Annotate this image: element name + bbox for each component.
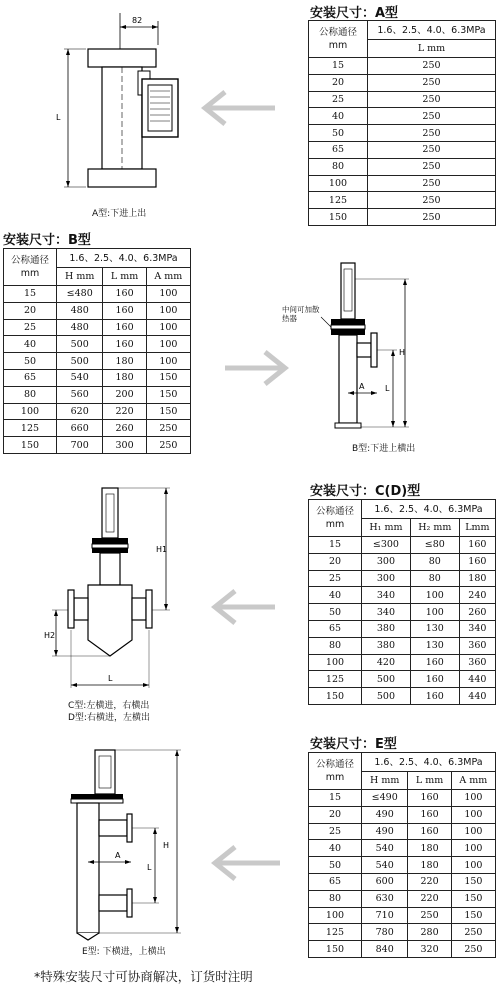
dim-82-label: 82 — [132, 16, 143, 25]
table-row — [309, 58, 496, 75]
dimension-cell: 540 — [362, 857, 408, 874]
dimension-cell: 150 — [451, 890, 495, 907]
dimension-cell: 180 — [459, 570, 495, 587]
dimension-cell: 80 — [410, 553, 459, 570]
table-a — [308, 20, 496, 226]
column-header: H₁ mm — [362, 519, 411, 537]
table-row — [309, 857, 496, 874]
dimension-cell: 100 — [146, 353, 190, 370]
column-header: A mm — [146, 268, 190, 286]
dimension-cell: 220 — [408, 890, 451, 907]
dimension-cell: 160 — [408, 823, 451, 840]
column-header: Lmm — [459, 519, 495, 537]
dimension-cell: 320 — [408, 941, 451, 958]
dimension-cell: 180 — [103, 353, 146, 370]
dimension-cell: 560 — [57, 386, 103, 403]
table-cd — [308, 499, 496, 705]
nominal-diameter-cell: 150 — [309, 941, 362, 958]
dimension-cell: 250 — [368, 108, 496, 125]
pressure-rating-header: 1.6、2.5、4.0、6.3MPa — [362, 500, 496, 519]
dimension-cell: 250 — [368, 141, 496, 158]
dimension-cell: 160 — [459, 553, 495, 570]
dimension-cell: 480 — [57, 302, 103, 319]
table-row — [309, 158, 496, 175]
dimension-cell: 160 — [459, 537, 495, 554]
dimension-cell: 100 — [146, 336, 190, 353]
dim-h2-label: H2 — [44, 631, 56, 640]
dimension-cell: 380 — [362, 637, 411, 654]
dimension-cell: 250 — [368, 91, 496, 108]
table-row — [309, 604, 496, 621]
dimension-cell: 180 — [408, 857, 451, 874]
table-row — [309, 175, 496, 192]
dimension-cell: 340 — [362, 604, 411, 621]
dimension-cell: 500 — [57, 336, 103, 353]
dimension-cell: 340 — [459, 620, 495, 637]
table-a-title: 安装尺寸：A型 — [310, 6, 399, 21]
table-row — [309, 537, 496, 554]
dimension-cell: 360 — [459, 654, 495, 671]
dimension-cell: 840 — [362, 941, 408, 958]
dimension-cell: 490 — [362, 806, 408, 823]
dimension-cell: 100 — [146, 286, 190, 303]
table-e — [308, 752, 496, 958]
drawing-cd — [40, 480, 180, 700]
dimension-cell: 220 — [408, 873, 451, 890]
table-row — [309, 688, 496, 705]
nominal-diameter-cell: 40 — [309, 587, 362, 604]
dimension-cell: 260 — [103, 420, 146, 437]
dimension-cell: 490 — [362, 823, 408, 840]
nominal-diameter-cell: 125 — [4, 420, 57, 437]
nominal-diameter-cell: 65 — [309, 141, 368, 158]
dimension-cell: 600 — [362, 873, 408, 890]
dimension-cell: 440 — [459, 671, 495, 688]
dimension-cell: 340 — [362, 587, 411, 604]
dim-h-label-b: H — [399, 348, 406, 357]
table-row — [4, 336, 191, 353]
column-header: L mm — [368, 40, 496, 58]
dimension-cell: 250 — [368, 175, 496, 192]
nominal-diameter-cell: 80 — [4, 386, 57, 403]
nominal-diameter-cell: 20 — [309, 553, 362, 570]
dimension-cell: 160 — [103, 286, 146, 303]
nominal-diameter-header: 公称通径 mm — [309, 21, 368, 58]
nominal-diameter-cell: 150 — [309, 688, 362, 705]
dimension-cell: 180 — [103, 369, 146, 386]
footnote: *特殊安装尺寸可协商解决，订货时注明 — [34, 969, 253, 984]
dimension-cell: 150 — [451, 873, 495, 890]
left-arrow-icon — [205, 587, 275, 627]
nominal-diameter-header: 公称通径 mm — [4, 249, 57, 286]
nominal-diameter-cell: 15 — [309, 790, 362, 807]
dimension-cell: 630 — [362, 890, 408, 907]
caption-b: B型:下进上横出 — [352, 444, 416, 454]
dim-a-label-b: A — [359, 382, 365, 391]
drawing-a — [50, 5, 190, 220]
dimension-cell: 100 — [146, 319, 190, 336]
nominal-diameter-cell: 15 — [309, 537, 362, 554]
nominal-diameter-header: 公称通径 mm — [309, 753, 362, 790]
column-header: H₂ mm — [410, 519, 459, 537]
nominal-diameter-cell: 20 — [4, 302, 57, 319]
dimension-cell: 160 — [103, 302, 146, 319]
table-row — [309, 840, 496, 857]
dimension-cell: 500 — [57, 353, 103, 370]
dimension-cell: ≤300 — [362, 537, 411, 554]
table-row — [309, 890, 496, 907]
dimension-cell: 700 — [57, 437, 103, 454]
dimension-cell: 480 — [57, 319, 103, 336]
table-row — [4, 403, 191, 420]
table-row — [309, 91, 496, 108]
table-row — [4, 319, 191, 336]
nominal-diameter-cell: 15 — [309, 58, 368, 75]
nominal-diameter-cell: 25 — [309, 570, 362, 587]
table-row — [4, 437, 191, 454]
nominal-diameter-cell: 40 — [309, 108, 368, 125]
table-row — [309, 790, 496, 807]
caption-c: C型:左横进，右横出 — [68, 701, 150, 711]
dimension-cell: 100 — [146, 302, 190, 319]
dimension-cell: 100 — [451, 790, 495, 807]
dimension-cell: 420 — [362, 654, 411, 671]
table-row — [309, 209, 496, 226]
table-row — [309, 553, 496, 570]
dimension-cell: 130 — [410, 620, 459, 637]
nominal-diameter-cell: 100 — [4, 403, 57, 420]
table-row — [4, 353, 191, 370]
table-row — [309, 125, 496, 142]
table-row — [4, 302, 191, 319]
dimension-cell: 300 — [103, 437, 146, 454]
dimension-cell: 250 — [368, 74, 496, 91]
dimension-cell: 160 — [103, 319, 146, 336]
nominal-diameter-cell: 50 — [309, 125, 368, 142]
table-row — [309, 654, 496, 671]
dimension-cell: 220 — [103, 403, 146, 420]
dim-l-label-b: L — [385, 384, 390, 393]
dimension-cell: 250 — [368, 58, 496, 75]
dimension-cell: 780 — [362, 924, 408, 941]
nominal-diameter-cell: 15 — [4, 286, 57, 303]
table-row — [309, 873, 496, 890]
dimension-cell: 500 — [362, 688, 411, 705]
table-row — [309, 620, 496, 637]
table-row — [309, 570, 496, 587]
dimension-cell: 250 — [146, 437, 190, 454]
dimension-cell: ≤490 — [362, 790, 408, 807]
table-row — [4, 286, 191, 303]
table-row — [309, 74, 496, 91]
dimension-cell: 360 — [459, 637, 495, 654]
dim-l-label-e: L — [147, 863, 152, 872]
dimension-cell: 250 — [146, 420, 190, 437]
dimension-cell: 250 — [408, 907, 451, 924]
dim-h-label-e: H — [163, 841, 170, 850]
dimension-cell: 250 — [451, 941, 495, 958]
pressure-rating-header: 1.6、2.5、4.0、6.3MPa — [362, 753, 496, 772]
table-cd-title: 安装尺寸：C(D)型 — [310, 484, 421, 499]
dimension-cell: 100 — [451, 857, 495, 874]
nominal-diameter-cell: 20 — [309, 74, 368, 91]
dimension-cell: 710 — [362, 907, 408, 924]
dimension-cell: 150 — [451, 907, 495, 924]
nominal-diameter-cell: 65 — [309, 620, 362, 637]
nominal-diameter-cell: 125 — [309, 671, 362, 688]
caption-e: E型: 下横进，上横出 — [82, 947, 166, 957]
drawing-e — [55, 730, 195, 945]
nominal-diameter-cell: 125 — [309, 192, 368, 209]
nominal-diameter-cell: 80 — [309, 890, 362, 907]
dimension-cell: ≤480 — [57, 286, 103, 303]
left-arrow-icon — [195, 88, 275, 128]
dimension-cell: 160 — [408, 806, 451, 823]
nominal-diameter-cell: 100 — [309, 654, 362, 671]
nominal-diameter-cell: 50 — [309, 604, 362, 621]
dimension-cell: 80 — [410, 570, 459, 587]
dimension-cell: 100 — [451, 823, 495, 840]
nominal-diameter-cell: 25 — [4, 319, 57, 336]
caption-d: D型:右横进，左横出 — [68, 713, 150, 723]
nominal-diameter-cell: 100 — [309, 907, 362, 924]
dim-l-label-cd: L — [108, 674, 113, 683]
dimension-cell: 250 — [368, 125, 496, 142]
nominal-diameter-cell: 25 — [309, 823, 362, 840]
table-row — [309, 671, 496, 688]
dimension-cell: 100 — [410, 604, 459, 621]
nominal-diameter-cell: 50 — [4, 353, 57, 370]
dimension-cell: 160 — [408, 790, 451, 807]
table-row — [309, 141, 496, 158]
nominal-diameter-cell: 20 — [309, 806, 362, 823]
dimension-cell: 150 — [146, 386, 190, 403]
table-b-title: 安装尺寸：B型 — [3, 233, 91, 248]
dimension-cell: 540 — [57, 369, 103, 386]
nominal-diameter-cell: 25 — [309, 91, 368, 108]
table-row — [309, 108, 496, 125]
dim-l-label-a: L — [56, 113, 61, 122]
dimension-cell: 540 — [362, 840, 408, 857]
callout-radiator: 中间可加散热器 — [282, 305, 320, 323]
nominal-diameter-cell: 40 — [4, 336, 57, 353]
table-row — [4, 420, 191, 437]
dimension-cell: 250 — [368, 158, 496, 175]
dimension-cell: 150 — [146, 403, 190, 420]
dimension-cell: 250 — [368, 192, 496, 209]
pressure-rating-header: 1.6、2.5、4.0、6.3MPa — [57, 249, 191, 268]
dimension-cell: 500 — [362, 671, 411, 688]
table-b — [3, 248, 191, 454]
left-arrow-icon — [205, 843, 280, 883]
dimension-cell: 300 — [362, 570, 411, 587]
dimension-cell: 620 — [57, 403, 103, 420]
dimension-cell: 660 — [57, 420, 103, 437]
table-row — [4, 386, 191, 403]
nominal-diameter-cell: 50 — [309, 857, 362, 874]
dimension-cell: 160 — [410, 688, 459, 705]
nominal-diameter-cell: 125 — [309, 924, 362, 941]
table-row — [4, 369, 191, 386]
table-row — [309, 806, 496, 823]
dimension-cell: 100 — [451, 806, 495, 823]
caption-a: A型:下进上出 — [92, 209, 147, 219]
dimension-cell: 250 — [368, 209, 496, 226]
nominal-diameter-cell: 65 — [309, 873, 362, 890]
dimension-cell: 100 — [410, 587, 459, 604]
nominal-diameter-cell: 150 — [309, 209, 368, 226]
dimension-cell: 300 — [362, 553, 411, 570]
nominal-diameter-cell: 80 — [309, 158, 368, 175]
column-header: L mm — [103, 268, 146, 286]
table-row — [309, 907, 496, 924]
dimension-cell: 100 — [451, 840, 495, 857]
dimension-cell: 160 — [410, 654, 459, 671]
table-row — [309, 924, 496, 941]
nominal-diameter-cell: 65 — [4, 369, 57, 386]
dim-a-label-e: A — [115, 851, 121, 860]
dimension-cell: 280 — [408, 924, 451, 941]
dim-h1-label: H1 — [156, 545, 168, 554]
nominal-diameter-cell: 40 — [309, 840, 362, 857]
column-header: A mm — [451, 772, 495, 790]
dimension-cell: 160 — [410, 671, 459, 688]
nominal-diameter-cell: 100 — [309, 175, 368, 192]
column-header: H mm — [362, 772, 408, 790]
table-row — [309, 941, 496, 958]
pressure-rating-header: 1.6、2.5、4.0、6.3MPa — [368, 21, 496, 40]
dimension-cell: 240 — [459, 587, 495, 604]
drawing-b — [285, 255, 435, 455]
column-header: L mm — [408, 772, 451, 790]
column-header: H mm — [57, 268, 103, 286]
table-row — [309, 637, 496, 654]
nominal-diameter-cell: 150 — [4, 437, 57, 454]
nominal-diameter-header: 公称通径 mm — [309, 500, 362, 537]
dimension-cell: 200 — [103, 386, 146, 403]
table-row — [309, 823, 496, 840]
dimension-cell: 380 — [362, 620, 411, 637]
dimension-cell: 440 — [459, 688, 495, 705]
table-e-title: 安装尺寸：E型 — [310, 737, 397, 752]
dimension-cell: 150 — [146, 369, 190, 386]
dimension-cell: ≤80 — [410, 537, 459, 554]
dimension-cell: 160 — [103, 336, 146, 353]
dimension-cell: 130 — [410, 637, 459, 654]
table-row — [309, 587, 496, 604]
dimension-cell: 180 — [408, 840, 451, 857]
dimension-cell: 260 — [459, 604, 495, 621]
nominal-diameter-cell: 80 — [309, 637, 362, 654]
dimension-cell: 250 — [451, 924, 495, 941]
table-row — [309, 192, 496, 209]
